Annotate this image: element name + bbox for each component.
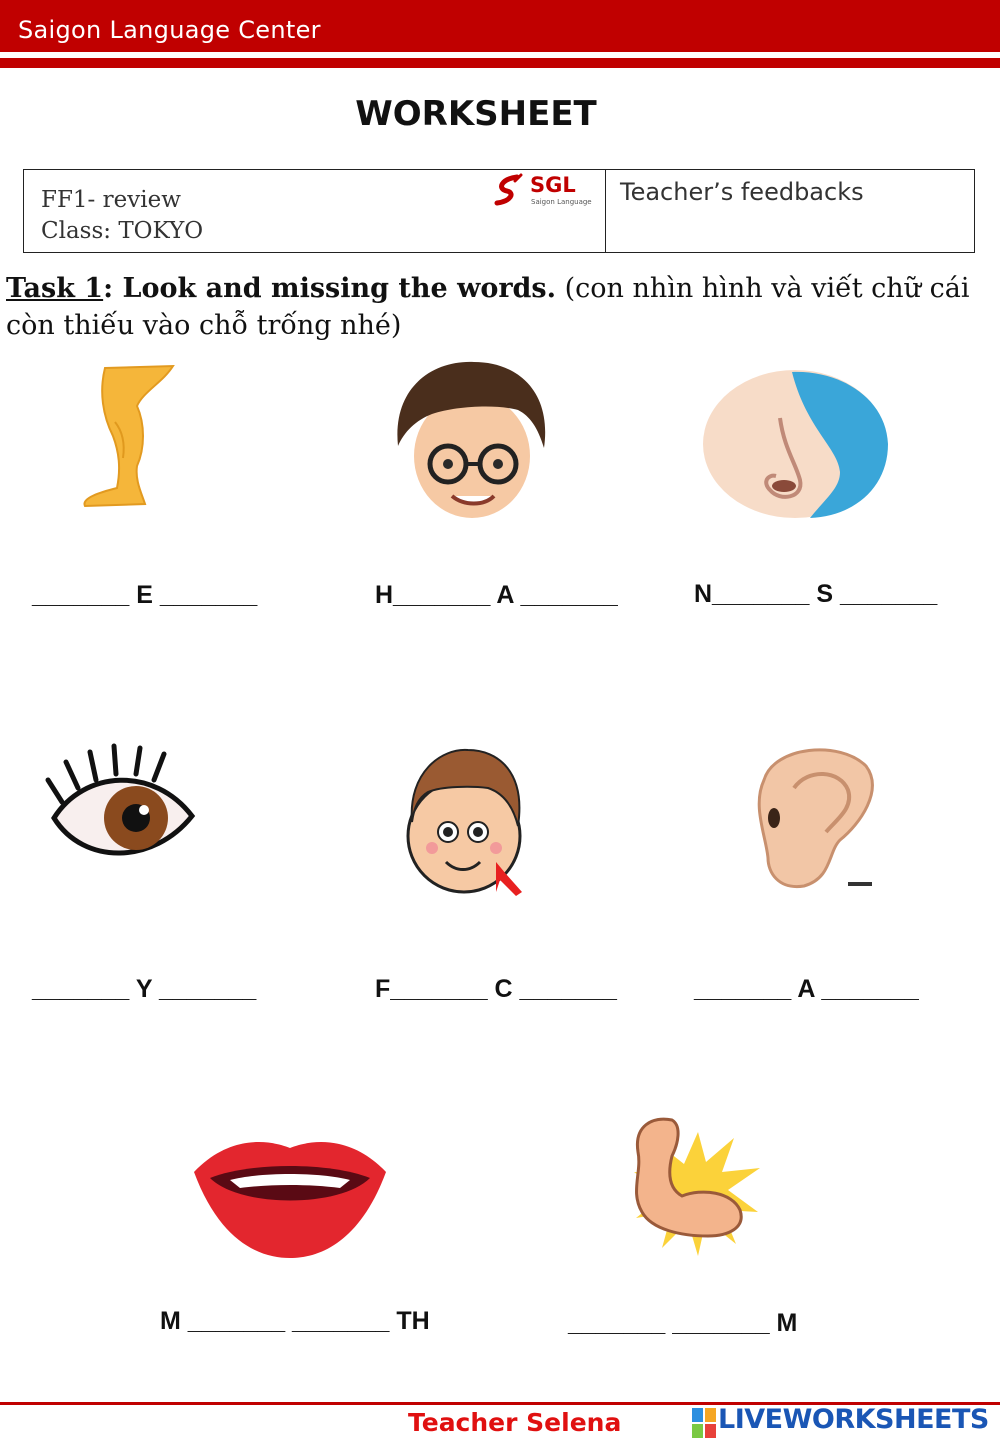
task-note: (con nhìn hình và viết chữ cái còn thiếu vào chỗ trống nhé) [6, 273, 970, 341]
liveworksheets-wordmark: LIVEWORKSHEETS [718, 1404, 989, 1435]
task-instruction [6, 270, 986, 344]
answer-hair: H_______ A _______ [375, 581, 618, 609]
sgl-swoosh-icon [493, 173, 529, 207]
answer-mouth: M _______ _______ TH [160, 1307, 430, 1335]
answer-face: F_______ C _______ [375, 975, 617, 1003]
teacher-name: Teacher Selena [408, 1408, 622, 1437]
answer-nose: N_______ S _______ [694, 580, 938, 608]
task-label: Task 1 [6, 273, 104, 304]
answer-ear: _______ A _______ [694, 975, 919, 1003]
face-picture [402, 742, 532, 898]
answer-arm: _______ _______ M [568, 1309, 798, 1337]
task-colon: : [103, 273, 123, 304]
ear-picture [744, 740, 876, 890]
center-name: Saigon Language Center [18, 16, 321, 44]
answer-eye: _______ Y _______ [32, 975, 257, 1003]
boy-with-glasses-picture [392, 358, 552, 523]
leg-picture [75, 362, 180, 512]
worksheet-title: WORKSHEET [355, 94, 597, 134]
liveworksheets-brand [692, 1402, 992, 1442]
arm-picture [612, 1112, 762, 1276]
eye-picture [44, 740, 196, 878]
task-text: Look and missing the words. [122, 273, 557, 304]
answer-leg: _______ E _______ [32, 581, 258, 609]
review-label: FF1- review [41, 187, 181, 213]
class-label: Class: TOKYO [41, 218, 204, 244]
header-bar [0, 0, 1000, 52]
teacher-feedback-label: Teacher’s feedbacks [620, 178, 864, 206]
nose-picture [700, 368, 890, 520]
header-divider [0, 58, 1000, 68]
logo-text: SGL [530, 173, 576, 197]
mouth-picture [190, 1132, 390, 1260]
logo-subtext: Saigon Language [531, 198, 592, 206]
class-info-cell [24, 170, 606, 252]
info-table [23, 169, 975, 253]
liveworksheets-logo-icon [692, 1408, 716, 1438]
sgl-logo [493, 173, 593, 209]
